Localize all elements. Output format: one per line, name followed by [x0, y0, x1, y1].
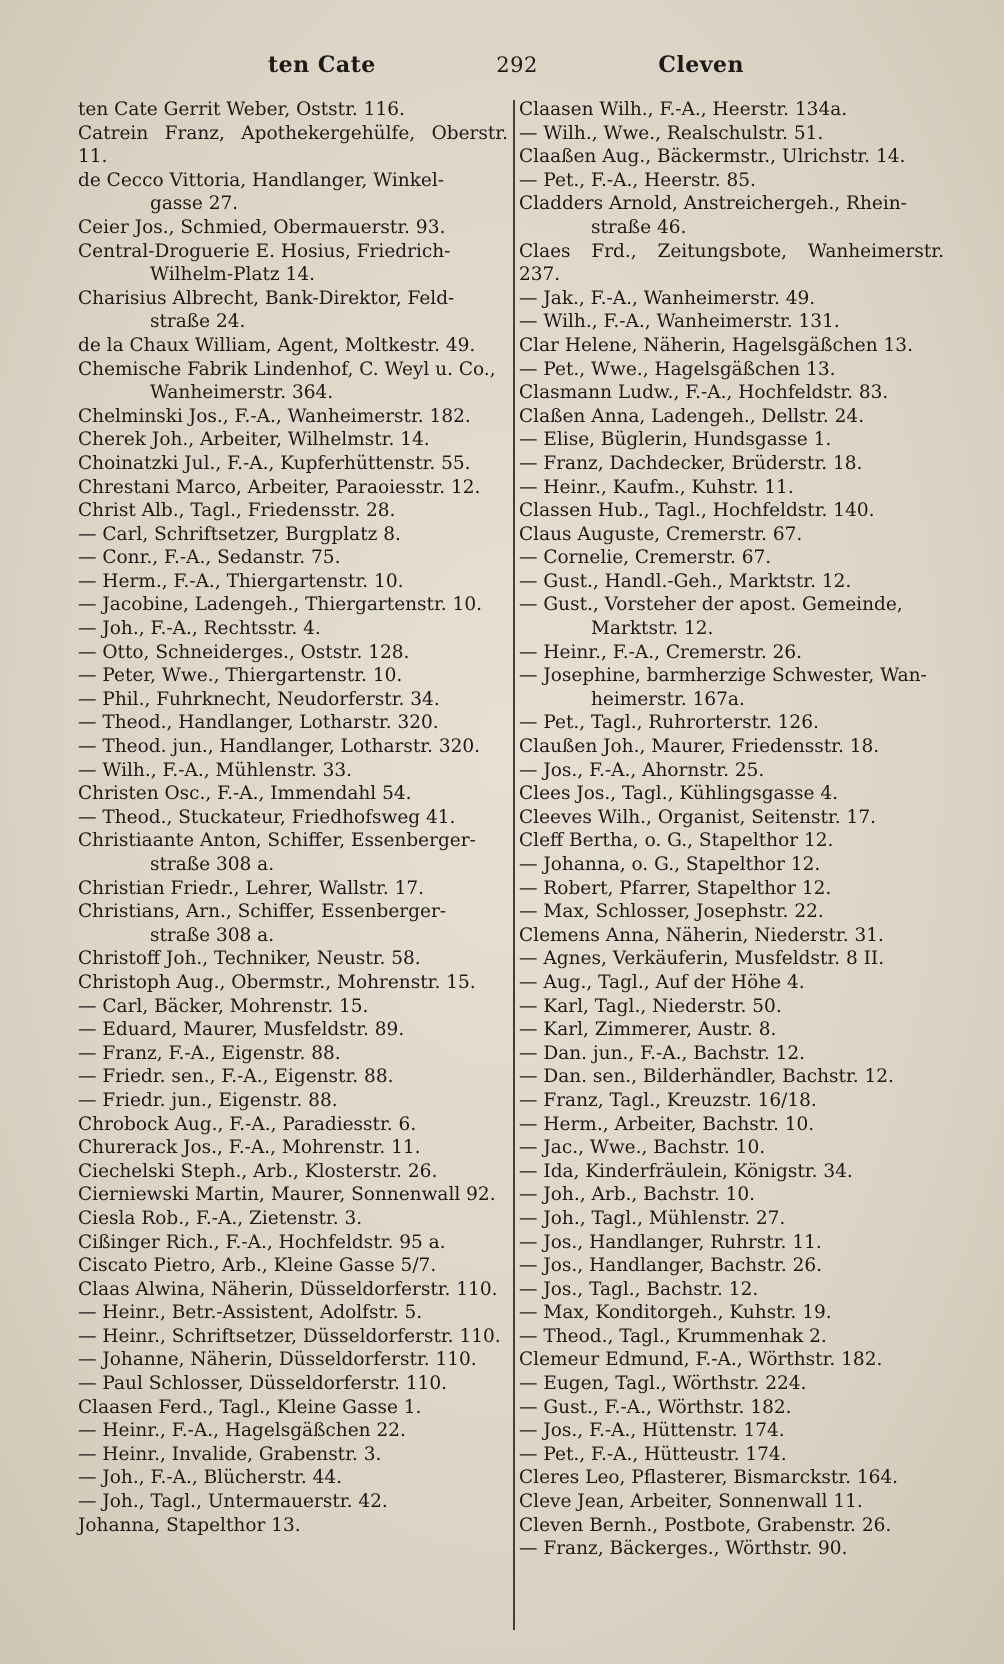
directory-entry: Central-Droguerie E. Hosius, Friedrich- — [78, 240, 451, 262]
directory-entry: — Gust., F.-A., Wörthstr. 182. — [519, 1396, 792, 1418]
directory-entry: Wanheimerstr. 364. — [150, 382, 334, 404]
directory-entry: — Conr., F.-A., Sedanstr. 75. — [78, 547, 341, 569]
directory-entry: — Theod., Tagl., Krummenhak 2. — [519, 1325, 827, 1347]
directory-entry: — Jos., F.-A., Ahornstr. 25. — [519, 759, 765, 781]
directory-entry: — Jak., F.-A., Wanheimerstr. 49. — [519, 287, 816, 309]
directory-entry: Johanna, Stapelthor 13. — [78, 1514, 301, 1536]
directory-entry: — Theod., Handlanger, Lotharstr. 320. — [78, 712, 439, 734]
directory-entry: — Carl, Schriftsetzer, Burgplatz 8. — [78, 523, 401, 545]
header-left-keyword: ten Cate — [268, 52, 376, 78]
directory-entry: — Jac., Wwe., Bachstr. 10. — [519, 1137, 766, 1159]
directory-entry: — Wilh., F.-A., Mühlenstr. 33. — [78, 759, 353, 781]
directory-entry: — Jos., F.-A., Hüttenstr. 174. — [519, 1420, 785, 1442]
directory-entry: — Paul Schlosser, Düsseldorferstr. 110. — [78, 1373, 448, 1395]
directory-entry: Chrestani Marco, Arbeiter, Paraoiesstr. 12. — [78, 476, 481, 498]
directory-entry: Cleeves Wilh., Organist, Seitenstr. 17. — [519, 806, 876, 828]
directory-entry: Cleff Bertha, o. G., Stapelthor 12. — [519, 830, 834, 852]
directory-entry: — Heinr., F.-A., Cremerstr. 26. — [519, 641, 803, 663]
directory-entry: Clar Helene, Näherin, Hagelsgäßchen 13. — [519, 334, 913, 356]
directory-entry: Claus Auguste, Cremerstr. 67. — [519, 523, 803, 545]
directory-entry: Wilhelm-Platz 14. — [150, 264, 315, 286]
directory-entry: Chelminski Jos., F.-A., Wanheimerstr. 182. — [78, 405, 471, 427]
right-column — [519, 98, 944, 1630]
directory-entry: Ciesla Rob., F.-A., Zietenstr. 3. — [78, 1207, 363, 1229]
directory-entry: — Herm., Arbeiter, Bachstr. 10. — [519, 1113, 815, 1135]
directory-entry: Christians, Arn., Schiffer, Essenberger- — [78, 901, 447, 923]
directory-entry: Claaßen Aug., Bäckermstr., Ulrichstr. 14. — [519, 146, 906, 168]
directory-entry: Clees Jos., Tagl., Kühlingsgasse 4. — [519, 783, 839, 805]
directory-entry: — Friedr. sen., F.-A., Eigenstr. 88. — [78, 1066, 394, 1088]
column-divider — [513, 100, 515, 1630]
directory-entry: — Herm., F.-A., Thiergartenstr. 10. — [78, 570, 404, 592]
directory-entry: — Dan. jun., F.-A., Bachstr. 12. — [519, 1042, 806, 1064]
directory-entry: Claßen Anna, Ladengeh., Dellstr. 24. — [519, 405, 865, 427]
directory-entry: Claasen Wilh., F.-A., Heerstr. 134a. — [519, 99, 848, 120]
directory-entry: — Pet., Wwe., Hagelsgäßchen 13. — [519, 358, 836, 380]
directory-entry: — Joh., F.-A., Rechtsstr. 4. — [78, 618, 321, 640]
directory-entry: Clemeur Edmund, F.-A., Wörthstr. 182. — [519, 1349, 883, 1371]
directory-entry: — Ida, Kinderfräulein, Königstr. 34. — [519, 1160, 853, 1182]
directory-entry: — Heinr., F.-A., Hagelsgäßchen 22. — [78, 1420, 406, 1442]
directory-entry: — Pet., Tagl., Ruhrorterstr. 126. — [519, 712, 819, 734]
directory-entry: straße 24. — [150, 311, 246, 333]
directory-entry: — Joh., Tagl., Untermauerstr. 42. — [78, 1491, 388, 1513]
directory-entry: — Elise, Büglerin, Hundsgasse 1. — [519, 429, 832, 451]
directory-entry: Charisius Albrecht, Bank-Direktor, Feld- — [78, 287, 455, 309]
directory-entry: — Joh., Arb., Bachstr. 10. — [519, 1184, 756, 1206]
directory-entry: straße 308 a. — [150, 924, 275, 946]
directory-entry: — Heinr., Kaufm., Kuhstr. 11. — [519, 476, 794, 498]
directory-entry: — Heinr., Schriftsetzer, Düsseldorferstr. 110. — [78, 1325, 501, 1347]
directory-entry: straße 46. — [591, 216, 687, 238]
directory-entry: Chemische Fabrik Lindenhof, C. Weyl u. Co., — [78, 358, 496, 380]
directory-entry: de Cecco Vittoria, Handlanger, Winkel- — [78, 169, 445, 191]
directory-entry: — Aug., Tagl., Auf der Höhe 4. — [519, 971, 805, 993]
directory-entry: — Karl, Zimmerer, Austr. 8. — [519, 1019, 777, 1041]
directory-entry: — Johanna, o. G., Stapelthor 12. — [519, 854, 821, 875]
directory-entry: — Wilh., F.-A., Wanheimerstr. 131. — [519, 311, 840, 333]
directory-entry: Christian Friedr., Lehrer, Wallstr. 17. — [78, 877, 425, 899]
directory-entry: ten Cate Gerrit Weber, Oststr. 116. — [78, 99, 405, 120]
directory-entry: — Heinr., Betr.-Assistent, Adolfstr. 5. — [78, 1302, 423, 1324]
directory-entry: Claußen Joh., Maurer, Friedensstr. 18. — [519, 736, 880, 758]
directory-entry: — Dan. sen., Bilderhändler, Bachstr. 12. — [519, 1066, 894, 1088]
directory-entry: — Peter, Wwe., Thiergartenstr. 10. — [78, 665, 403, 687]
directory-entry: Christiaante Anton, Schiffer, Essenberger- — [78, 830, 476, 852]
columns — [78, 98, 944, 1630]
directory-entry: Claes Frd., Zeitungsbote, Wanheimerstr. 237. — [519, 240, 944, 286]
directory-entry: — Eduard, Maurer, Musfeldstr. 89. — [78, 1019, 405, 1041]
directory-entry: straße 308 a. — [150, 854, 275, 875]
directory-entry: Ceier Jos., Schmied, Obermauerstr. 93. — [78, 216, 446, 238]
directory-entry: — Joh., F.-A., Blücherstr. 44. — [78, 1467, 342, 1489]
directory-entry: Cladders Arnold, Anstreichergeh., Rhein- — [519, 193, 907, 215]
directory-entry: Christoff Joh., Techniker, Neustr. 58. — [78, 948, 421, 970]
directory-entry: — Carl, Bäcker, Mohrenstr. 15. — [78, 995, 369, 1017]
directory-entry: Choinatzki Jul., F.-A., Kupferhüttenstr. 55. — [78, 452, 471, 474]
directory-entry: Cleven Bernh., Postbote, Grabenstr. 26. — [519, 1514, 892, 1536]
directory-entry: — Jos., Tagl., Bachstr. 12. — [519, 1278, 759, 1300]
directory-entry: Chrobock Aug., F.-A., Paradiesstr. 6. — [78, 1113, 417, 1135]
directory-entry: — Robert, Pfarrer, Stapelthor 12. — [519, 877, 832, 899]
directory-entry: de la Chaux William, Agent, Moltkestr. 49. — [78, 334, 476, 356]
page-number: 292 — [496, 53, 538, 77]
directory-entry: — Josephine, barmherzige Schwester, Wan- — [519, 665, 927, 687]
directory-entry: Churerack Jos., F.-A., Mohrenstr. 11. — [78, 1137, 421, 1159]
directory-entry: — Joh., Tagl., Mühlenstr. 27. — [519, 1207, 786, 1229]
directory-entry: — Max, Schlosser, Josephstr. 22. — [519, 901, 824, 923]
directory-entry: — Eugen, Tagl., Wörthstr. 224. — [519, 1373, 807, 1395]
directory-entry: — Theod. jun., Handlanger, Lotharstr. 320. — [78, 736, 481, 758]
directory-entry: — Heinr., Invalide, Grabenstr. 3. — [78, 1443, 382, 1465]
directory-entry: — Friedr. jun., Eigenstr. 88. — [78, 1089, 338, 1111]
directory-entry: — Gust., Vorsteher der apost. Gemeinde, — [519, 594, 903, 616]
directory-entry: Clemens Anna, Näherin, Niederstr. 31. — [519, 924, 884, 946]
directory-entry: Christoph Aug., Obermstr., Mohrenstr. 15. — [78, 971, 476, 993]
directory-entry: Classen Hub., Tagl., Hochfeldstr. 140. — [519, 500, 875, 522]
directory-entry: heimerstr. 167a. — [591, 688, 745, 710]
directory-entry: — Franz, Dachdecker, Brüderstr. 18. — [519, 452, 863, 474]
directory-entry: gasse 27. — [150, 193, 239, 215]
directory-entry: — Jacobine, Ladengeh., Thiergartenstr. 10. — [78, 594, 482, 616]
directory-entry: — Theod., Stuckateur, Friedhofsweg 41. — [78, 806, 456, 828]
directory-entry: Christen Osc., F.-A., Immendahl 54. — [78, 783, 412, 805]
directory-entry: — Franz, F.-A., Eigenstr. 88. — [78, 1042, 341, 1064]
directory-entry: — Johanne, Näherin, Düsseldorferstr. 110. — [78, 1349, 477, 1371]
directory-entry: — Phil., Fuhrknecht, Neudorferstr. 34. — [78, 688, 440, 710]
directory-entry: — Karl, Tagl., Niederstr. 50. — [519, 995, 782, 1017]
page-header — [78, 52, 944, 96]
directory-entry: Marktstr. 12. — [591, 618, 714, 640]
directory-entry: Cleres Leo, Pflasterer, Bismarckstr. 164. — [519, 1467, 899, 1489]
directory-entry: Christ Alb., Tagl., Friedensstr. 28. — [78, 500, 396, 522]
directory-entry: — Otto, Schneiderges., Oststr. 128. — [78, 641, 410, 663]
directory-entry: Claasen Ferd., Tagl., Kleine Gasse 1. — [78, 1396, 422, 1418]
header-right-keyword: Cleven — [658, 52, 744, 78]
directory-entry: Cherek Joh., Arbeiter, Wilhelmstr. 14. — [78, 429, 430, 451]
directory-entry: Cißinger Rich., F.-A., Hochfeldstr. 95 a. — [78, 1231, 446, 1253]
directory-entry: Claas Alwina, Näherin, Düsseldorferstr. 110. — [78, 1278, 498, 1300]
directory-entry: Cleve Jean, Arbeiter, Sonnenwall 11. — [519, 1491, 863, 1513]
directory-entry: — Franz, Tagl., Kreuzstr. 16/18. — [519, 1089, 817, 1111]
directory-entry: — Agnes, Verkäuferin, Musfeldstr. 8 II. — [519, 948, 885, 970]
directory-entry: — Max, Konditorgeh., Kuhstr. 19. — [519, 1302, 832, 1324]
directory-entry: — Jos., Handlanger, Ruhrstr. 11. — [519, 1231, 822, 1253]
directory-entry: — Wilh., Wwe., Realschulstr. 51. — [519, 122, 824, 144]
directory-entry: Ciscato Pietro, Arb., Kleine Gasse 5/7. — [78, 1255, 437, 1277]
directory-entry: Cierniewski Martin, Maurer, Sonnenwall 92. — [78, 1184, 496, 1206]
directory-entry: — Pet., F.-A., Heerstr. 85. — [519, 169, 756, 191]
directory-entry: — Pet., F.-A., Hütteustr. 174. — [519, 1443, 787, 1465]
directory-entry: Ciechelski Steph., Arb., Klosterstr. 26. — [78, 1160, 438, 1182]
directory-entry: — Jos., Handlanger, Bachstr. 26. — [519, 1255, 823, 1277]
directory-entry: — Gust., Handl.-Geh., Marktstr. 12. — [519, 570, 852, 592]
left-column — [78, 98, 508, 1630]
directory-entry: Catrein Franz, Apothekergehülfe, Oberstr. 11. — [78, 122, 508, 168]
directory-entry: Clasmann Ludw., F.-A., Hochfeldstr. 83. — [519, 382, 889, 404]
directory-entry: — Franz, Bäckerges., Wörthstr. 90. — [519, 1538, 848, 1560]
directory-entry: — Cornelie, Cremerstr. 67. — [519, 547, 772, 569]
